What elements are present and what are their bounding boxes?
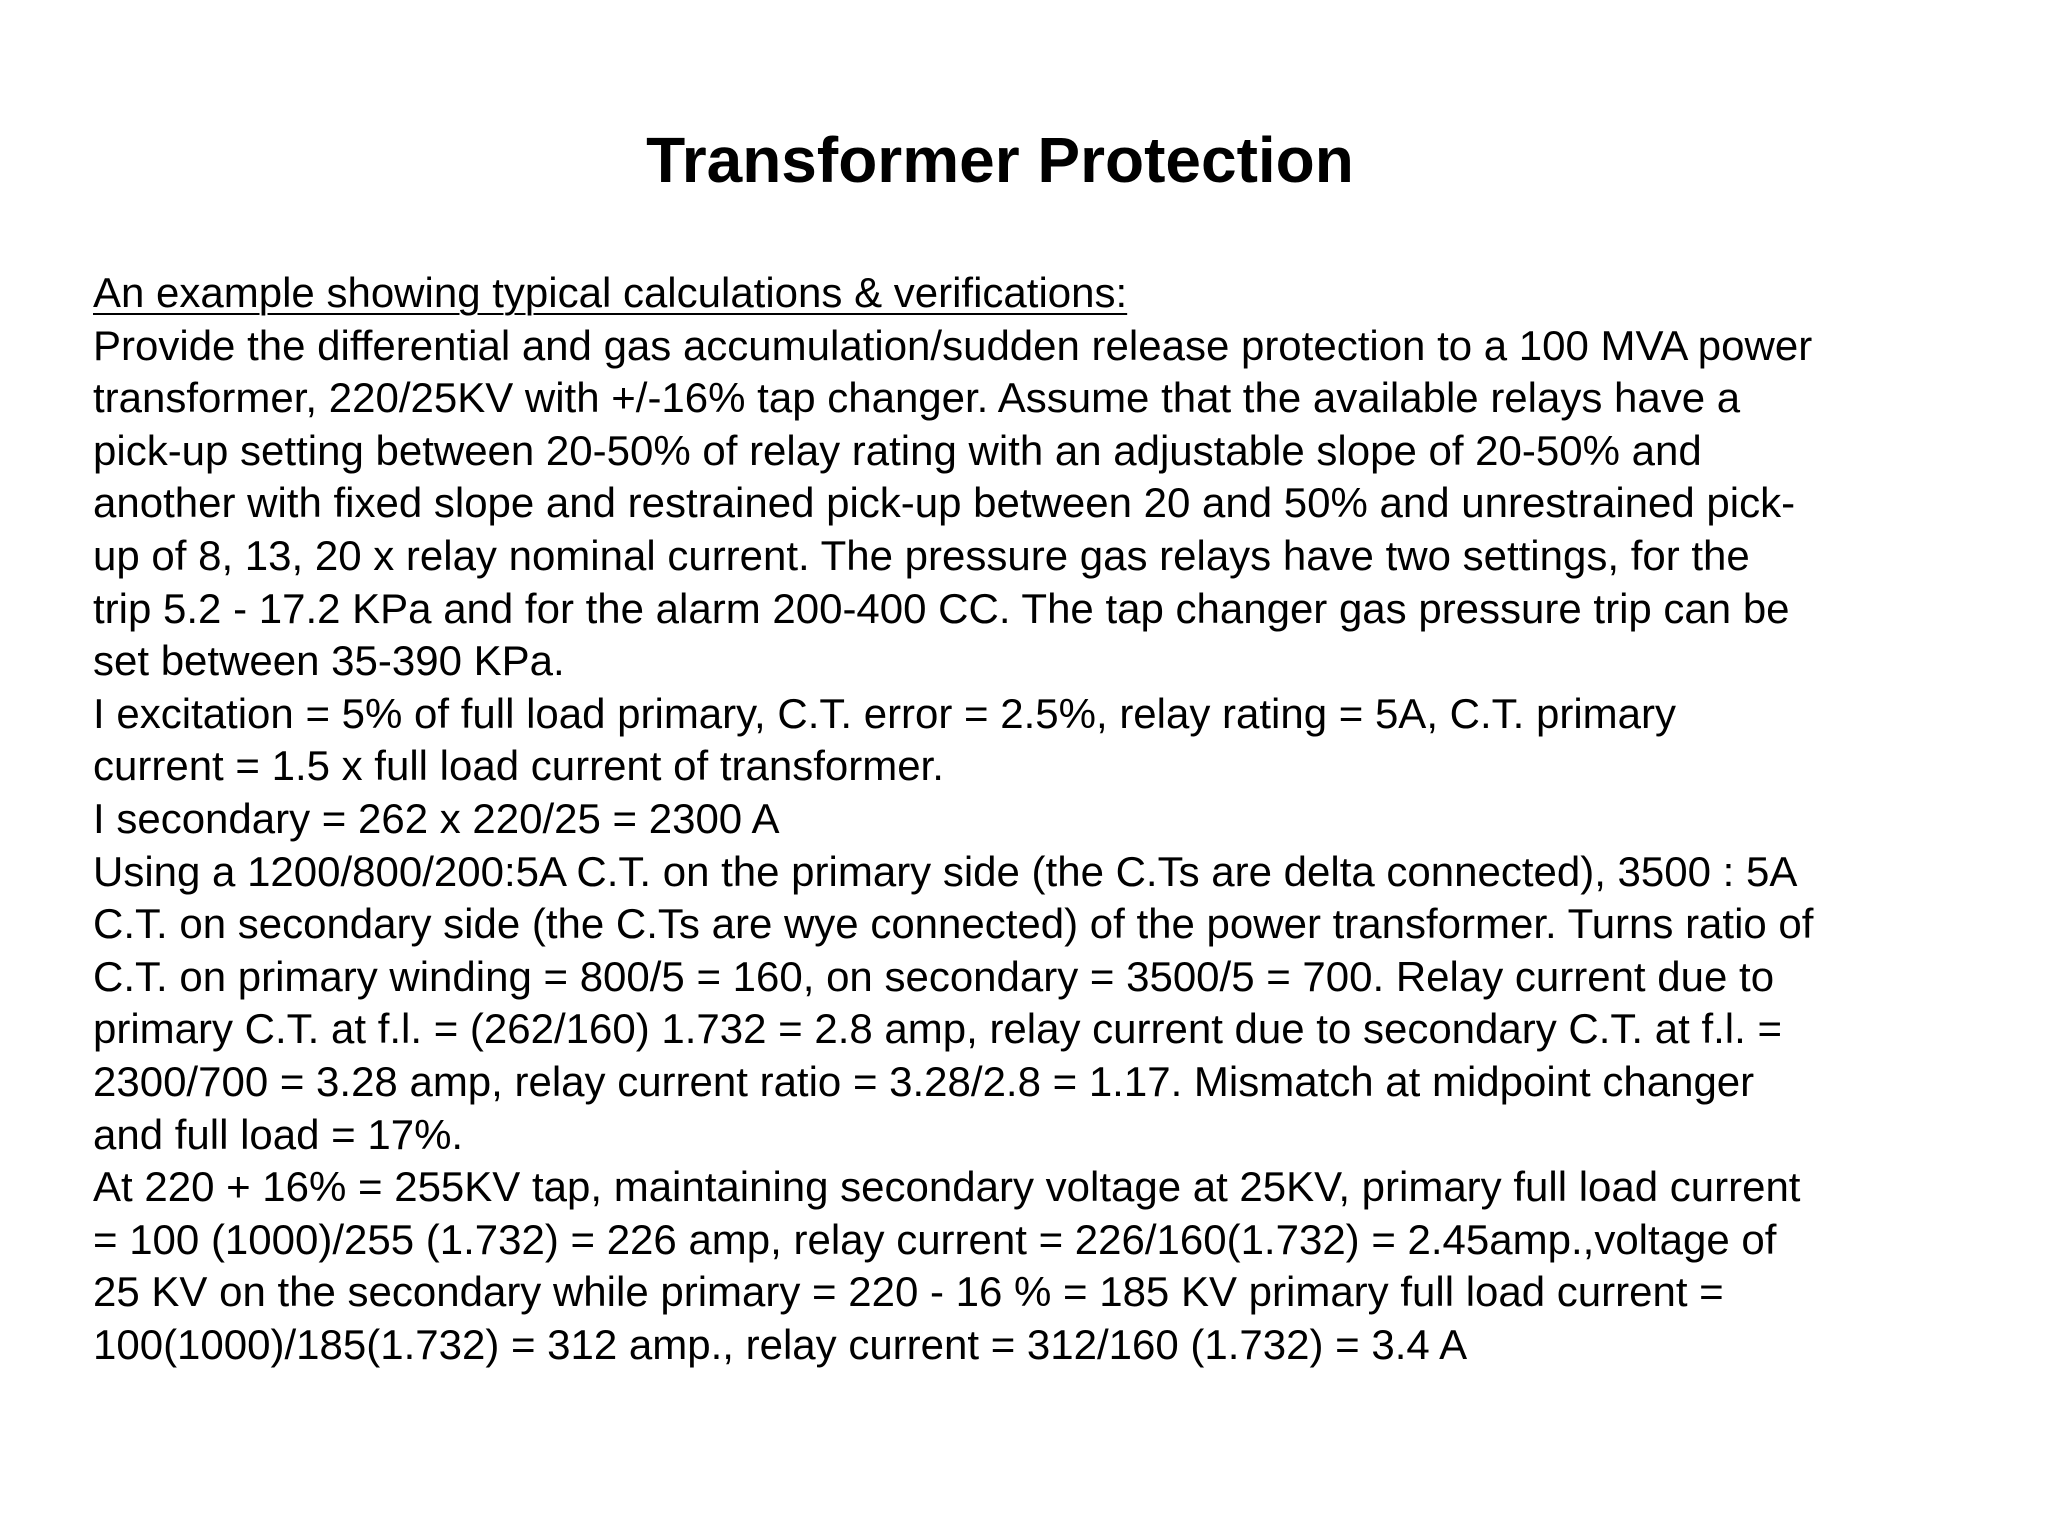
text-line: At 220 + 16% = 255KV tap, maintaining secondary voltage at 25KV, primary full load current [93,1163,1801,1211]
slide-body [93,267,2023,1371]
text-line: I excitation = 5% of full load primary, C.T. error = 2.5%, relay rating = 5A, C.T. primary [93,689,1676,737]
page-title: Transformer Protection [646,124,1354,196]
text-line: Using a 1200/800/200:5A C.T. on the primary side (the C.Ts are delta connected), 3500 : 5A [93,847,1798,895]
example-heading: An example showing typical calculations & verifications: [93,269,1128,316]
text-line: and full load = 17%. [93,1110,464,1158]
text-line: trip 5.2 - 17.2 KPa and for the alarm 200-400 CC. The tap changer gas pressure trip can be [93,584,1790,632]
text-line: primary C.T. at f.l. = (262/160) 1.732 = 2.8 amp, relay current due to secondary C.T. at f.l. = [93,1005,1782,1053]
text-line: 100(1000)/185(1.732) = 312 amp., relay current = 312/160 (1.732) = 3.4 A [93,1320,1468,1368]
text-line: C.T. on secondary side (the C.Ts are wye connected) of the power transformer. Turns ratio of [93,900,1814,948]
text-line: pick-up setting between 20-50% of relay rating with an adjustable slope of 20-50% and [93,426,1702,474]
text-line: transformer, 220/25KV with +/-16% tap changer. Assume that the available relays have a [93,374,1741,422]
text-line: set between 35-390 KPa. [93,637,565,685]
text-line: up of 8, 13, 20 x relay nominal current. The pressure gas relays have two settings, for the [93,531,1750,579]
text-line: Provide the differential and gas accumulation/sudden release protection to a 100 MVA power [93,321,1813,369]
text-line: current = 1.5 x full load current of transformer. [93,742,944,790]
text-line: another with fixed slope and restrained pick-up between 20 and 50% and unrestrained pick- [93,479,1796,527]
text-line: C.T. on primary winding = 800/5 = 160, on secondary = 3500/5 = 700. Relay current due to [93,952,1775,1000]
text-line: 25 KV on the secondary while primary = 220 - 16 % = 185 KV primary full load current = [93,1268,1724,1316]
text-line: I secondary = 262 x 220/25 = 2300 A [93,794,780,842]
text-line: 2300/700 = 3.28 amp, relay current ratio = 3.28/2.8 = 1.17. Mismatch at midpoint changer [93,1057,1755,1105]
text-line: = 100 (1000)/255 (1.732) = 226 amp, relay current = 226/160(1.732) = 2.45amp.,voltage of [93,1215,1777,1263]
